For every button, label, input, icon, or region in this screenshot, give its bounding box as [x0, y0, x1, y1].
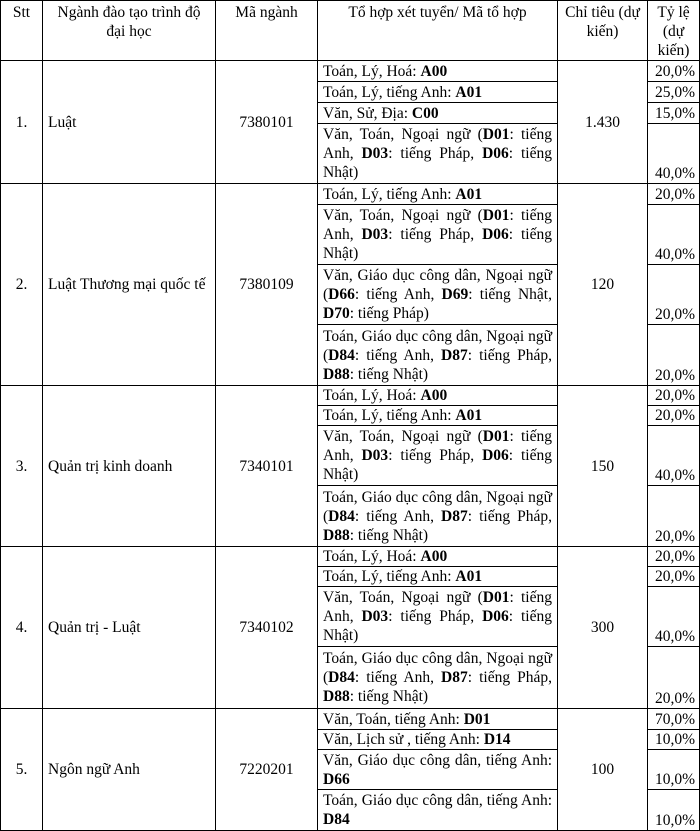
quota-cell: 300 — [558, 547, 648, 709]
header-stt: Stt — [1, 1, 43, 61]
subject-combination-cell — [318, 426, 558, 486]
table-row — [1, 61, 700, 82]
combination-code: A00 — [420, 387, 448, 404]
combination-text: Văn, Toán, Ngoại ngữ ( — [323, 589, 483, 606]
combination-text: : tiếng Nhật) — [323, 145, 552, 181]
combination-text: Văn, Toán, Ngoại ngữ ( — [323, 126, 483, 143]
combination-text: Toán, Lý, tiếng Anh: — [323, 185, 456, 203]
program-name-cell: Luật — [43, 61, 216, 184]
subject-combination-cell — [318, 61, 558, 82]
combination-code: D87 — [441, 507, 468, 525]
stt-cell: 2. — [1, 184, 43, 386]
program-name-cell: Ngôn ngữ Anh — [43, 709, 216, 831]
subject-combination-cell — [318, 587, 558, 647]
combination-text: : tiếng Nhật) — [349, 688, 429, 705]
quota-cell: 150 — [558, 386, 648, 547]
table-row — [1, 184, 700, 205]
ratio-cell: 20,0% — [648, 184, 700, 205]
combination-code: A00 — [420, 548, 448, 565]
header-quota: Chỉ tiêu (dự kiến) — [558, 1, 648, 61]
ratio-cell: 40,0% — [648, 124, 700, 184]
header-ratio: Tỷ lệ (dự kiến) — [648, 1, 700, 61]
subject-combination-cell — [318, 205, 558, 265]
subject-combination-cell — [318, 82, 558, 103]
combination-text: : tiếng Anh, — [323, 207, 552, 243]
combination-text: : tiếng Anh, — [323, 589, 552, 625]
program-code-cell: 7380109 — [216, 184, 318, 386]
combination-text: Toán, Lý, Hoá: — [323, 548, 421, 565]
header-subject-combination: Tổ hợp xét tuyển/ Mã tổ hợp — [318, 1, 558, 61]
combination-code: D01 — [482, 207, 510, 224]
program-code-cell: 7220201 — [216, 709, 318, 831]
ratio-cell: 20,0% — [648, 567, 700, 587]
ratio-cell: 10,0% — [648, 790, 700, 831]
combination-text: : tiếng Nhật) — [323, 226, 552, 262]
combination-text: Văn, Giáo dục công dân, tiếng Anh: — [323, 751, 552, 769]
combination-code: D06 — [482, 608, 509, 625]
combination-code: D87 — [441, 669, 468, 686]
subject-combination-cell — [318, 647, 558, 709]
program-code-cell: 7380101 — [216, 61, 318, 184]
combination-code: D06 — [482, 226, 509, 243]
stt-cell: 5. — [1, 709, 43, 831]
subject-combination-cell — [318, 547, 558, 567]
ratio-cell: 10,0% — [648, 730, 700, 750]
combination-code: D84 — [328, 346, 355, 364]
table-body — [1, 61, 700, 831]
combination-text: Toán, Lý, Hoá: — [323, 387, 421, 404]
ratio-cell: 20,0% — [648, 61, 700, 82]
combination-text: : tiếng Pháp, — [388, 226, 483, 243]
program-name-cell: Luật Thương mại quốc tế — [43, 184, 216, 386]
header-program-code: Mã ngành — [216, 1, 318, 61]
ratio-cell: 25,0% — [648, 82, 700, 103]
combination-code: A01 — [455, 83, 483, 101]
stt-cell: 3. — [1, 386, 43, 547]
combination-code: D06 — [482, 145, 509, 162]
program-code-cell: 7340101 — [216, 386, 318, 547]
combination-text: : tiếng Nhật) — [323, 447, 552, 483]
combination-code: D01 — [482, 428, 510, 445]
combination-text: Toán, Giáo dục công dân, Ngoại ngữ ( — [323, 327, 552, 364]
combination-code: D03 — [361, 226, 389, 243]
combination-code: A01 — [455, 185, 483, 203]
combination-text: : tiếng Pháp, — [467, 507, 552, 525]
combination-code: C00 — [411, 104, 439, 122]
program-code-cell: 7340102 — [216, 547, 318, 709]
combination-text: Văn, Toán, tiếng Anh: — [323, 710, 464, 728]
combination-text: Toán, Giáo dục công dân, Ngoại ngữ ( — [323, 650, 552, 686]
combination-code: D01 — [482, 589, 510, 606]
quota-cell: 100 — [558, 709, 648, 831]
combination-text: Văn, Sử, Địa: — [323, 104, 412, 122]
combination-code: D66 — [328, 286, 355, 303]
combination-code: D84 — [328, 507, 355, 525]
stt-cell: 4. — [1, 547, 43, 709]
combination-text: : tiếng Nhật) — [349, 526, 429, 544]
combination-code: A00 — [420, 62, 448, 80]
program-name-cell: Quản trị kinh doanh — [43, 386, 216, 547]
subject-combination-cell — [318, 124, 558, 184]
ratio-cell: 20,0% — [648, 265, 700, 325]
combination-code: D88 — [323, 365, 350, 383]
stt-cell: 1. — [1, 61, 43, 184]
ratio-cell: 40,0% — [648, 205, 700, 265]
header-program: Ngành đào tạo trình độ đại học — [43, 1, 216, 61]
ratio-cell: 20,0% — [648, 386, 700, 406]
combination-text: Toán, Lý, tiếng Anh: — [323, 83, 456, 101]
combination-code: D03 — [361, 145, 389, 162]
combination-text: : tiếng Anh, — [323, 126, 552, 162]
quota-cell: 120 — [558, 184, 648, 386]
ratio-cell: 20,0% — [648, 325, 700, 386]
subject-combination-cell — [318, 103, 558, 124]
combination-text: Văn, Toán, Ngoại ngữ ( — [323, 428, 483, 445]
combination-text: : tiếng Anh, — [354, 286, 442, 303]
combination-text: : tiếng Pháp, — [467, 669, 552, 686]
ratio-cell: 20,0% — [648, 406, 700, 426]
combination-text: Văn, Lịch sử , tiếng Anh: — [323, 731, 484, 748]
combination-text: : tiếng Nhật, — [468, 286, 552, 303]
combination-text: : tiếng Pháp, — [388, 145, 483, 162]
ratio-cell: 20,0% — [648, 647, 700, 709]
ratio-cell: 40,0% — [648, 426, 700, 486]
table-row — [1, 386, 700, 406]
subject-combination-cell — [318, 265, 558, 325]
combination-code: D87 — [441, 346, 468, 364]
combination-code: D66 — [323, 770, 350, 788]
subject-combination-cell — [318, 750, 558, 790]
combination-code: A01 — [455, 568, 483, 585]
subject-combination-cell — [318, 325, 558, 386]
ratio-cell: 10,0% — [648, 750, 700, 790]
combination-text: Toán, Giáo dục công dân, tiếng Anh: — [323, 792, 552, 809]
subject-combination-cell — [318, 386, 558, 406]
combination-text: Toán, Lý, tiếng Anh: — [323, 568, 456, 585]
ratio-cell: 15,0% — [648, 103, 700, 124]
subject-combination-cell — [318, 486, 558, 547]
combination-text: : tiếng Anh, — [323, 428, 552, 464]
combination-text: Toán, Giáo dục công dân, Ngoại ngữ ( — [323, 488, 552, 525]
table-row — [1, 709, 700, 730]
combination-text: : tiếng Pháp) — [349, 305, 429, 322]
combination-text: : tiếng Anh, — [354, 669, 442, 686]
subject-combination-cell — [318, 567, 558, 587]
combination-text: Toán, Lý, Hoá: — [323, 62, 421, 80]
table-row — [1, 547, 700, 567]
subject-combination-cell — [318, 730, 558, 750]
ratio-cell: 20,0% — [648, 547, 700, 567]
combination-code: D88 — [323, 526, 350, 544]
subject-combination-cell — [318, 184, 558, 205]
combination-text: : tiếng Anh, — [354, 346, 442, 364]
combination-text: : tiếng Anh, — [354, 507, 442, 525]
quota-cell: 1.430 — [558, 61, 648, 184]
combination-text: : tiếng Nhật) — [349, 365, 429, 383]
combination-text: Văn, Giáo dục công dân, Ngoại ngữ ( — [323, 267, 552, 303]
combination-code: D88 — [323, 688, 350, 705]
header-row — [1, 1, 700, 61]
subject-combination-cell — [318, 790, 558, 831]
ratio-cell: 70,0% — [648, 709, 700, 730]
combination-code: D70 — [323, 305, 350, 322]
combination-code: D84 — [323, 811, 350, 828]
combination-code: D84 — [328, 669, 355, 686]
combination-code: A01 — [455, 407, 483, 424]
combination-text: : tiếng Pháp, — [388, 608, 483, 625]
combination-text: Toán, Lý, tiếng Anh: — [323, 407, 456, 424]
combination-text: : tiếng Nhật) — [323, 608, 552, 644]
ratio-cell: 20,0% — [648, 486, 700, 547]
combination-code: D06 — [482, 447, 509, 464]
combination-code: D69 — [441, 286, 469, 303]
combination-code: D03 — [361, 608, 389, 625]
program-name-cell: Quản trị - Luật — [43, 547, 216, 709]
combination-text: : tiếng Pháp, — [388, 447, 483, 464]
combination-code: D14 — [483, 731, 511, 748]
combination-text: : tiếng Pháp, — [467, 346, 552, 364]
ratio-cell: 40,0% — [648, 587, 700, 647]
subject-combination-cell — [318, 406, 558, 426]
combination-code: D03 — [361, 447, 389, 464]
combination-code: D01 — [463, 710, 491, 728]
subject-combination-cell — [318, 709, 558, 730]
combination-code: D01 — [482, 126, 510, 143]
combination-text: Văn, Toán, Ngoại ngữ ( — [323, 207, 483, 224]
